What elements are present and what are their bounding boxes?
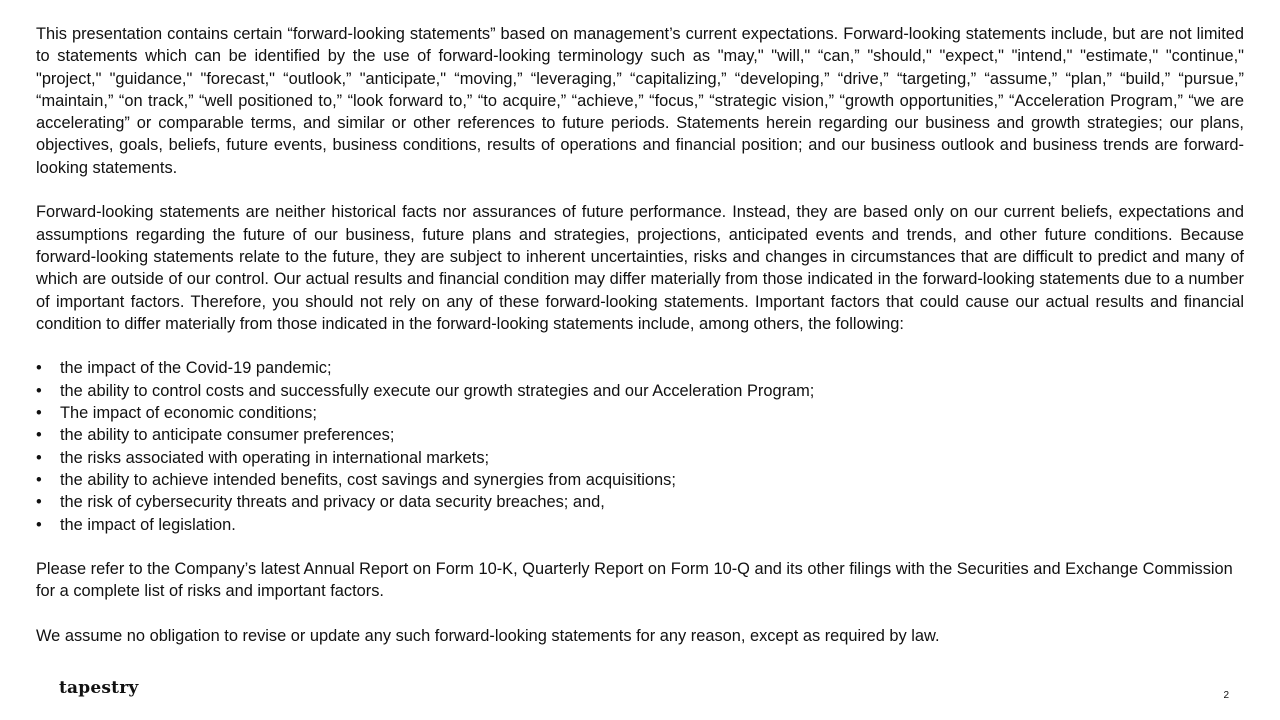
spacer <box>36 335 1244 357</box>
list-item: • the risk of cybersecurity threats and privacy or data security breaches; and, <box>36 491 1244 513</box>
filings-paragraph: Please refer to the Company’s latest Annual Report on Form 10-K, Quarterly Report on Form 10-Q and its other filings with the Securities and Exchange Commission for a complete list of risks and important factors. <box>36 560 1233 601</box>
risk-paragraph: Forward-looking statements are neither historical facts nor assurances of future performance. Instead, they are based only on our current beliefs, expectations and assumptions regarding the future of our business, future plans and strategies, projections, anticipated events and trends, and other future conditions. Because forward-looking statements relate to the future, they are subject to inherent uncertainties, risks and changes in circumstances that are difficult to predict and many of which are outside of our control. Our actual results and financial condition may differ materially from those indicated in the forward-looking statements due to a number of important factors. Therefore, you should not rely on any of these forward-looking statements. Important factors that could cause our actual results and financial condition to differ materially from those indicated in the forward-looking statements include, among others, the following: <box>36 203 1244 333</box>
obligation-paragraph: We assume no obligation to revise or update any such forward-looking statements for any reason, except as required by law. <box>36 627 940 646</box>
list-item: • the impact of legislation. <box>36 514 1244 536</box>
list-item: • the ability to achieve intended benefits, cost savings and synergies from acquisitions; <box>36 469 1244 491</box>
list-item: • The impact of economic conditions; <box>36 402 1244 424</box>
disclaimer-content <box>36 23 1244 647</box>
spacer <box>36 179 1244 201</box>
company-logo: tapestry <box>59 678 139 698</box>
page-number: 2 <box>1223 690 1229 701</box>
list-item: • the impact of the Covid-19 pandemic; <box>36 357 1244 379</box>
risk-factor-list <box>36 357 1244 535</box>
intro-paragraph: This presentation contains certain “forward-looking statements” based on management’s current expectations. Forward-looking statements include, but are not limited to statements which can be identified by the use of forward-looking terminology such as "may," "will," “can,” "should," "expect," "intend," "estimate," "continue," "project," "guidance," "forecast," “outlook,” "anticipate," “moving,” “leveraging,” “capitalizing,” “developing,” “drive,” “targeting,” “assume,” “plan,” “build,” “pursue,” “maintain,” “on track,” “well positioned to,” “look forward to,” “to acquire,” “achieve,” “focus,” “strategic vision,” “growth opportunities,” “Acceleration Program,” “we are accelerating” or comparable terms, and similar or other references to future periods. Statements herein regarding our business and growth strategies; our plans, objectives, goals, beliefs, future events, business conditions, results of operations and financial position; and our business outlook and business trends are forward-looking statements. <box>36 25 1244 177</box>
spacer <box>36 536 1244 558</box>
list-item: • the risks associated with operating in international markets; <box>36 447 1244 469</box>
list-item: • the ability to anticipate consumer preferences; <box>36 424 1244 446</box>
spacer <box>36 603 1244 625</box>
list-item: • the ability to control costs and successfully execute our growth strategies and our Acceleration Program; <box>36 380 1244 402</box>
